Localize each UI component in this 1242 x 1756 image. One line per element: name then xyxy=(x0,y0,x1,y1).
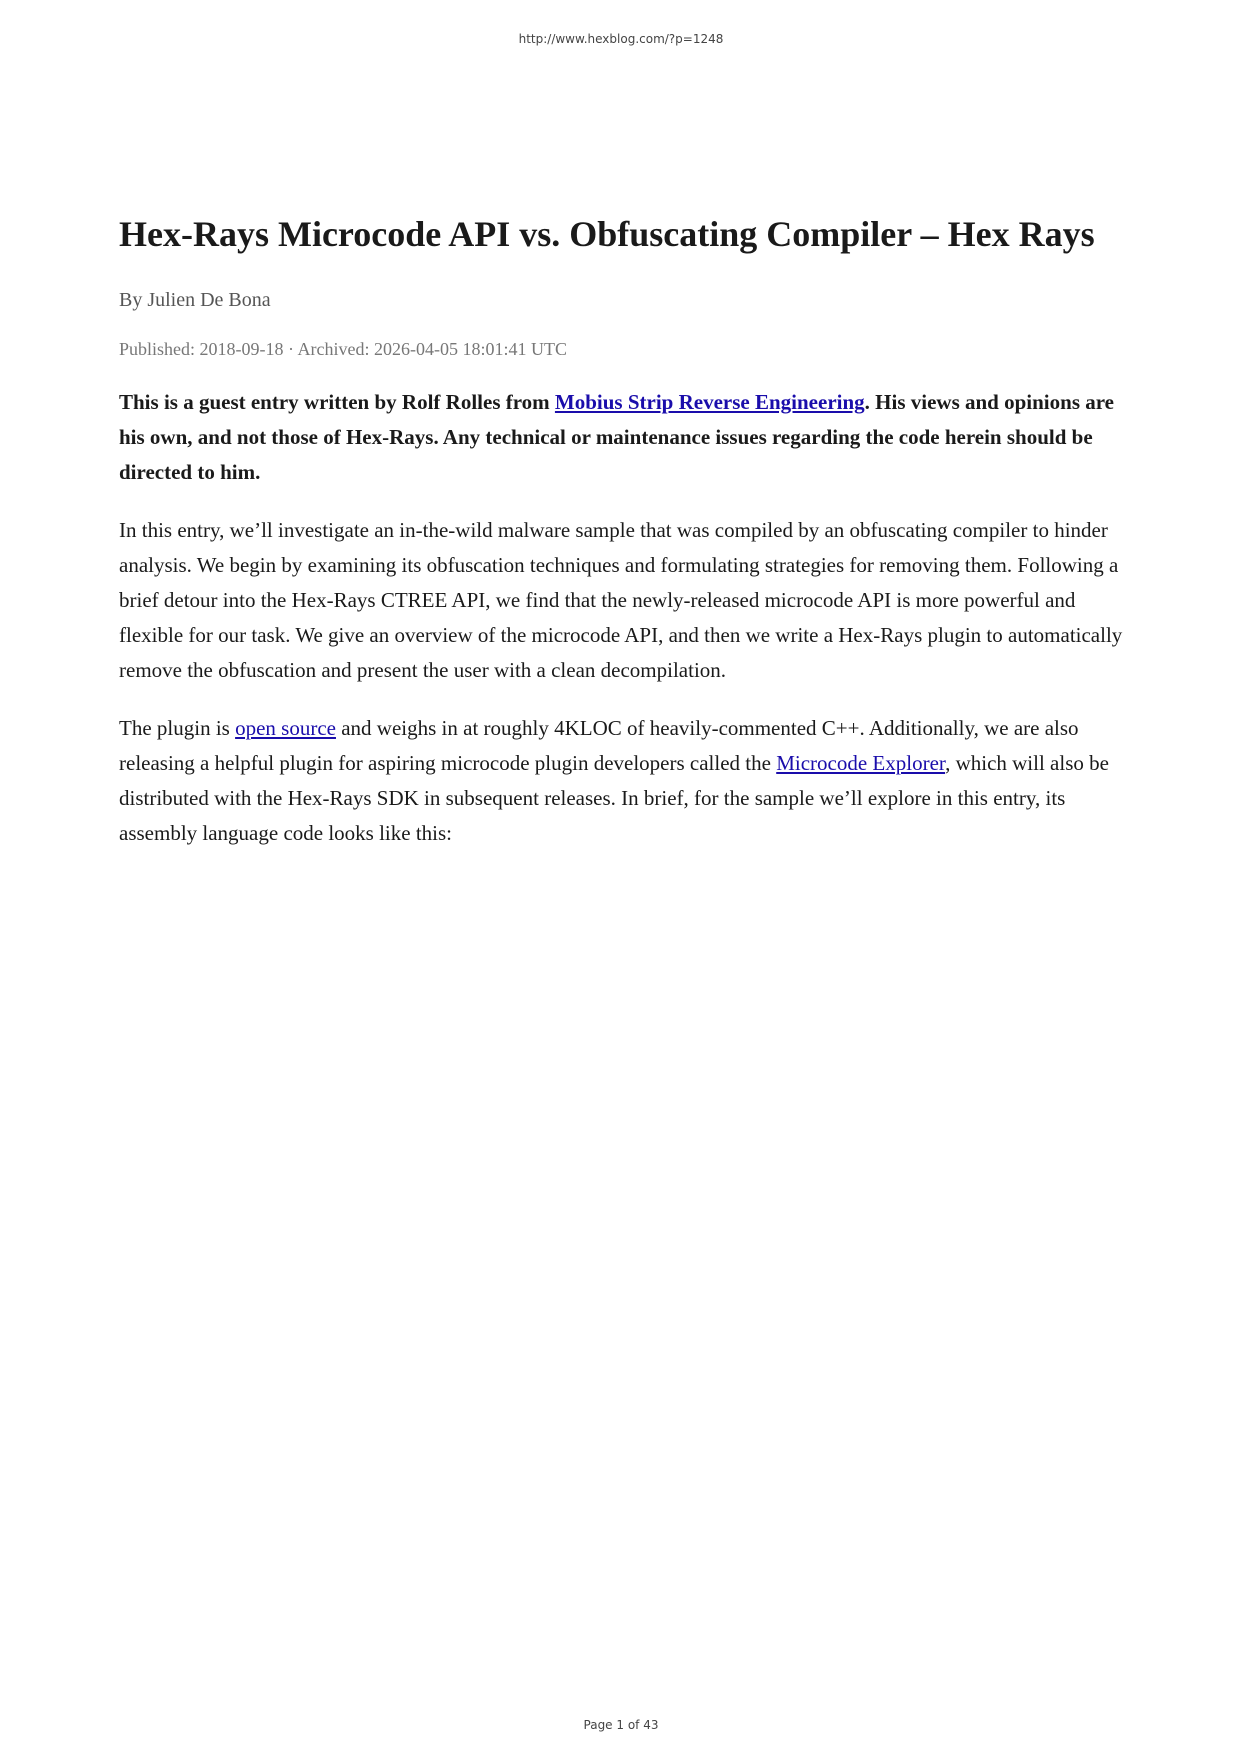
plugin-text-3: , which will also be distributed with the Hex-Rays SDK in subsequent releases. In brief, for the sample we’ll explore in this entry, its assembly language code looks like this: xyxy=(119,751,1109,845)
paragraph-overview: In this entry, we’ll investigate an in-the-wild malware sample that was compiled by an obfuscating compiler to hinder analysis. We begin by examining its obfuscation techniques and formulating strategies for removing them. Following a brief detour into the Hex-Rays CTREE API, we find that the newly-released microcode API is more powerful and flexible for our task. We give an overview of the microcode API, and then we write a Hex-Rays plugin to automatically remove the obfuscation and present the user with a clean decompilation. xyxy=(119,518,1123,682)
open-source-link[interactable]: open source xyxy=(235,716,336,740)
intro-text-after: . His views and opinions are his own, and not those of Hex-Rays. Any technical or maintenance issues regarding the code herein should be directed to him. xyxy=(119,390,1115,484)
page-url-header: http://www.hexblog.com/?p=1248 xyxy=(518,32,724,46)
article xyxy=(119,210,1129,851)
plugin-text-2: and weighs in at roughly 4KLOC of heavily-commented C++. Additionally, we are also releasing a helpful plugin for aspiring microcode plugin developers called the xyxy=(119,716,1079,775)
microcode-explorer-link[interactable]: Microcode Explorer xyxy=(776,751,946,775)
guest-entry-note xyxy=(119,385,1129,490)
page-number: Page 1 of 43 xyxy=(583,1718,659,1732)
intro-text-before: This is a guest entry written by Rolf Rolles from xyxy=(119,390,555,414)
article-dates: Published: 2018-09-18 · Archived: 2026-04-05 18:01:41 UTC xyxy=(119,339,567,359)
plugin-text-1: The plugin is xyxy=(119,716,236,740)
article-byline: By Julien De Bona xyxy=(119,289,271,311)
mobius-strip-link[interactable]: Mobius Strip Reverse Engineering xyxy=(554,390,865,414)
paragraph-plugin xyxy=(119,711,1129,851)
article-title: Hex-Rays Microcode API vs. Obfuscating Compiler – Hex Rays xyxy=(119,214,1095,254)
